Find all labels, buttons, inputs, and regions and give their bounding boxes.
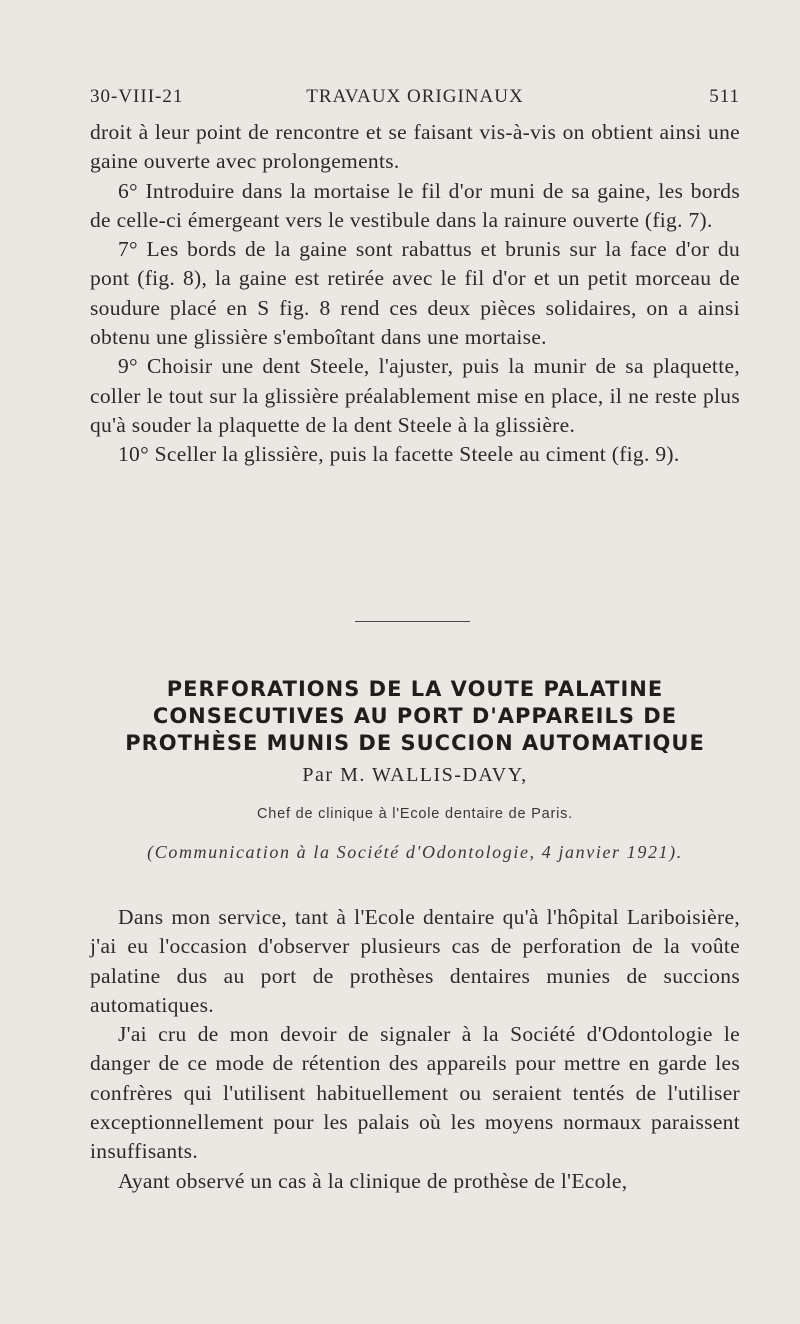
running-header bbox=[90, 86, 740, 116]
article-title-line: PERFORATIONS DE LA VOUTE PALATINE bbox=[166, 677, 664, 701]
paragraph: 10° Sceller la glissière, puis la facette Steele au ciment (fig. 9). bbox=[118, 442, 680, 467]
section-divider bbox=[355, 621, 470, 622]
paragraph: J'ai cru de mon devoir de signaler à la Société d'Odontologie le danger de ce mode de rétention des appareils pour mettre en garde les confrères qui l'utilisent habituellement ou seraient tentés de l'utiliser exceptionnellement pour les palais où les moyens normaux paraissent insuffisants. bbox=[90, 1022, 740, 1164]
paragraph: 6° Introduire dans la mortaise le fil d'or muni de sa gaine, les bords de celle-ci émergeant vers le vestibule dans la rainure ouverte (fig. 7). bbox=[90, 178, 740, 232]
paragraph: 7° Les bords de la gaine sont rabattus et brunis sur la face d'or du pont (fig. 8), la gaine est retirée avec le fil d'or et un petit morceau de soudure placé en S fig. 8 rend ces deux pièces solidaires, on a ainsi obtenu une glissière s'emboîtant dans une mortaise. bbox=[90, 237, 740, 350]
paragraph: Ayant observé un cas à la clinique de prothèse de l'Ecole, bbox=[118, 1168, 628, 1193]
article-title-line: PROTHÈSE MUNIS DE SUCCION AUTOMATIQUE bbox=[125, 731, 705, 755]
paragraph: droit à leur point de rencontre et se faisant vis-à-vis on obtient ainsi une gaine ouverte avec prolongements. bbox=[90, 120, 740, 174]
header-date: 30-VIII-21 bbox=[90, 86, 184, 107]
author-affiliation: Chef de clinique à l'Ecole dentaire de Paris. bbox=[256, 806, 574, 822]
communication-note: (Communication à la Société d'Odontologie, 4 janvier 1921). bbox=[147, 842, 683, 862]
paragraph: 9° Choisir une dent Steele, l'ajuster, puis la munir de sa plaquette, coller le tout sur la glissière préalablement mise en place, il ne reste plus qu'à souder la plaquette de la dent Steele à la glissière. bbox=[90, 354, 740, 437]
previous-article-text bbox=[90, 118, 740, 470]
article-author: Par M. WALLIS-DAVY, bbox=[302, 764, 528, 786]
article-title-line: CONSECUTIVES AU PORT D'APPAREILS DE bbox=[152, 704, 678, 728]
paragraph: Dans mon service, tant à l'Ecole dentaire qu'à l'hôpital Lariboisière, j'ai eu l'occasion d'observer plusieurs cas de perforation de la voûte palatine dus au port de prothèses dentaires munies de succions automatiques. bbox=[90, 905, 740, 1017]
header-section: TRAVAUX ORIGINAUX bbox=[306, 86, 524, 107]
article-title bbox=[70, 676, 760, 757]
article-body bbox=[90, 903, 740, 1196]
page-number: 511 bbox=[709, 86, 740, 107]
